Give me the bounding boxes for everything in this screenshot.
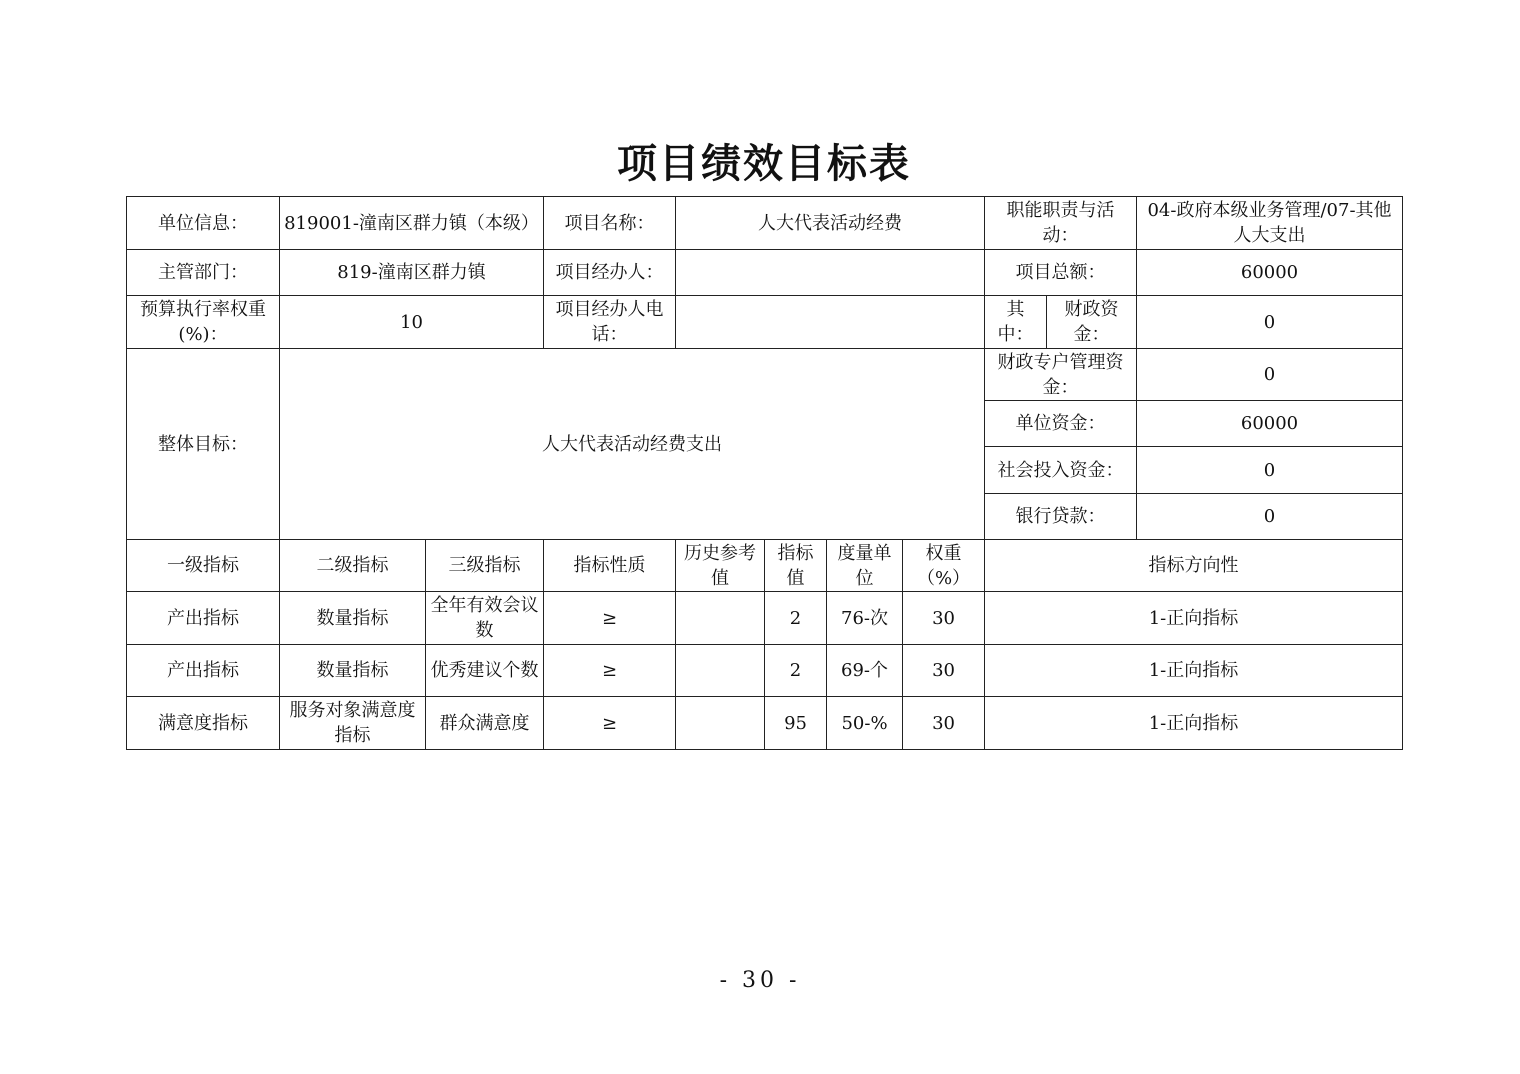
indicator-level3: 群众满意度: [426, 697, 544, 750]
project-name-value: 人大代表活动经费: [676, 197, 985, 250]
function-value: 04-政府本级业务管理/07-其他人大支出: [1137, 197, 1403, 250]
header-value: 指标值: [765, 540, 827, 592]
indicator-unit: 50-%: [827, 697, 903, 750]
header-history: 历史参考值: [676, 540, 765, 592]
overall-label: 整体目标：: [127, 349, 280, 540]
indicator-level3: 优秀建议个数: [426, 645, 544, 697]
handler-value: [676, 250, 985, 296]
unit-fund-label: 单位资金：: [985, 401, 1137, 447]
indicator-direction: 1-正向指标: [985, 697, 1403, 750]
bank-loan-label: 银行贷款：: [985, 494, 1137, 540]
handler-phone-label: 项目经办人电话：: [544, 296, 676, 349]
indicator-nature: ≥: [544, 697, 676, 750]
handler-phone-value: [676, 296, 985, 349]
indicator-row: [127, 697, 1403, 750]
header-level3: 三级指标: [426, 540, 544, 592]
table-row: [127, 250, 1403, 296]
total-label: 项目总额：: [985, 250, 1137, 296]
unit-fund-value: 60000: [1137, 401, 1403, 447]
performance-target-table: [126, 196, 1403, 750]
indicator-row: [127, 592, 1403, 645]
bank-loan-value: 0: [1137, 494, 1403, 540]
indicator-unit: 76-次: [827, 592, 903, 645]
indicator-value: 95: [765, 697, 827, 750]
overall-value: 人大代表活动经费支出: [280, 349, 985, 540]
indicator-value: 2: [765, 645, 827, 697]
fiscal-value: 0: [1137, 296, 1403, 349]
unit-label: 单位信息：: [127, 197, 280, 250]
indicator-nature: ≥: [544, 645, 676, 697]
indicator-weight: 30: [903, 592, 985, 645]
indicator-weight: 30: [903, 645, 985, 697]
function-label: 职能职责与活动：: [985, 197, 1137, 250]
header-level1: 一级指标: [127, 540, 280, 592]
special-fund-label: 财政专户管理资金：: [985, 349, 1137, 401]
indicator-unit: 69-个: [827, 645, 903, 697]
among-label: 其中：: [985, 296, 1047, 349]
table-row: [127, 349, 1403, 401]
indicator-level2: 数量指标: [280, 592, 426, 645]
indicator-level2: 数量指标: [280, 645, 426, 697]
header-unit: 度量单位: [827, 540, 903, 592]
header-direction: 指标方向性: [985, 540, 1403, 592]
header-nature: 指标性质: [544, 540, 676, 592]
total-value: 60000: [1137, 250, 1403, 296]
dept-value: 819-潼南区群力镇: [280, 250, 544, 296]
table-row: [127, 197, 1403, 250]
indicator-nature: ≥: [544, 592, 676, 645]
social-fund-value: 0: [1137, 447, 1403, 494]
indicator-level1: 产出指标: [127, 592, 280, 645]
unit-value: 819001-潼南区群力镇（本级）: [280, 197, 544, 250]
indicator-direction: 1-正向指标: [985, 592, 1403, 645]
indicator-level1: 满意度指标: [127, 697, 280, 750]
budget-rate-label: 预算执行率权重(%)：: [127, 296, 280, 349]
indicator-direction: 1-正向指标: [985, 645, 1403, 697]
indicator-level2: 服务对象满意度指标: [280, 697, 426, 750]
page-number: - 30 -: [719, 968, 801, 993]
special-fund-value: 0: [1137, 349, 1403, 401]
indicator-history: [676, 697, 765, 750]
header-weight: 权重（%）: [903, 540, 985, 592]
indicator-header-row: [127, 540, 1403, 592]
indicator-level1: 产出指标: [127, 645, 280, 697]
handler-label: 项目经办人：: [544, 250, 676, 296]
table-row: [127, 296, 1403, 349]
indicator-weight: 30: [903, 697, 985, 750]
indicator-row: [127, 645, 1403, 697]
project-name-label: 项目名称：: [544, 197, 676, 250]
dept-label: 主管部门：: [127, 250, 280, 296]
indicator-history: [676, 645, 765, 697]
page-title: 项目绩效目标表: [617, 140, 911, 187]
indicator-history: [676, 592, 765, 645]
indicator-level3: 全年有效会议数: [426, 592, 544, 645]
fiscal-label: 财政资金：: [1047, 296, 1137, 349]
social-fund-label: 社会投入资金：: [985, 447, 1137, 494]
budget-rate-value: 10: [280, 296, 544, 349]
indicator-value: 2: [765, 592, 827, 645]
header-level2: 二级指标: [280, 540, 426, 592]
